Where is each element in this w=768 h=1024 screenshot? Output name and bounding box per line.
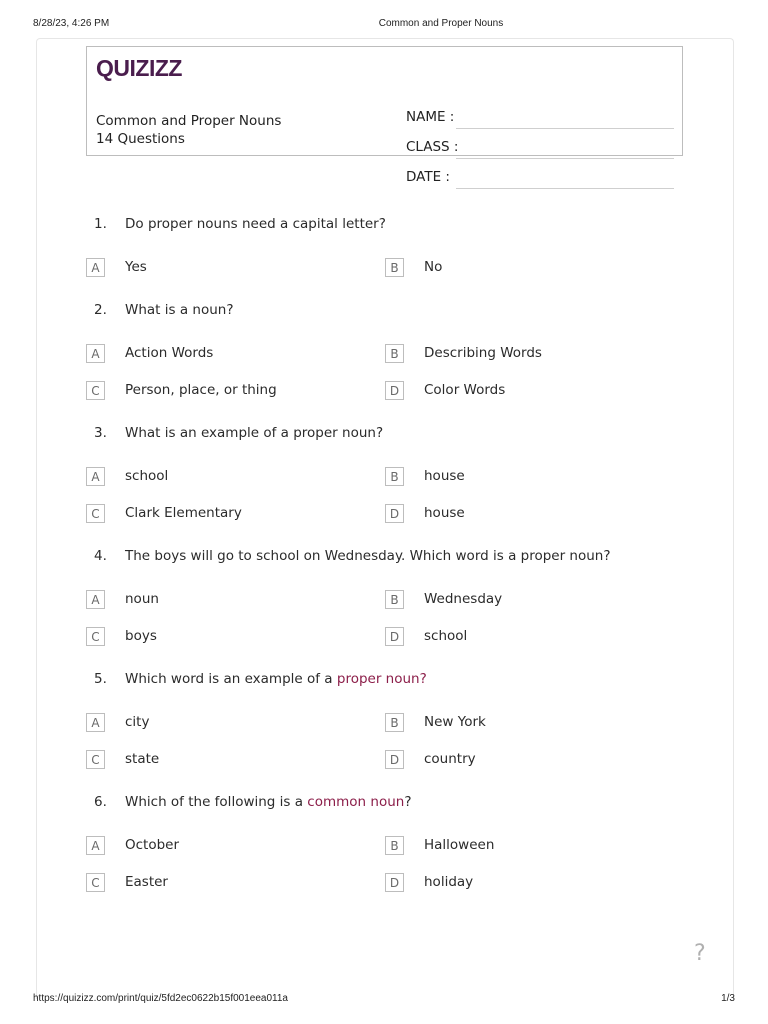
option-letter: B [385,590,404,609]
option-letter: C [86,873,105,892]
option-text: Wednesday [424,591,503,607]
question-number: 4. [94,548,107,564]
question-mark-icon[interactable]: ? [694,941,706,966]
option-letter: A [86,467,105,486]
question-number: 5. [94,671,107,687]
class-label: CLASS : [406,139,459,155]
question-number: 6. [94,794,107,810]
print-datetime: 8/28/23, 4:26 PM [33,18,110,29]
date-line [456,188,674,189]
date-field [406,169,674,189]
date-label: DATE : [406,169,450,185]
option-letter: B [385,836,404,855]
option-letter: D [385,504,404,523]
option-letter: C [86,504,105,523]
question-number: 2. [94,302,107,318]
option-letter: A [86,258,105,277]
option-letter: A [86,344,105,363]
option-letter: C [86,750,105,769]
option-letter: A [86,590,105,609]
class-line [456,158,674,159]
question-text: Do proper nouns need a capital letter? [125,216,386,232]
page-number: 1/3 [721,993,735,1004]
option-text: Action Words [125,345,214,361]
highlighted-term: proper noun? [336,671,427,687]
option-letter: D [385,873,404,892]
option-text: noun [125,591,159,607]
option-text: October [125,837,180,853]
option-text: country [424,751,476,767]
question-text: The boys will go to school on Wednesday. Which word is a proper noun? [125,548,611,564]
option-text: boys [125,628,157,644]
question-text-part: ? [404,794,412,810]
option-text: Color Words [424,382,506,398]
option-letter: C [86,627,105,646]
question-text [125,794,412,810]
option-text: Describing Words [424,345,542,361]
option-letter: D [385,627,404,646]
option-text: city [125,714,150,730]
print-header [0,18,768,32]
option-letter: D [385,750,404,769]
question-text-part: Which word is an example of a [125,671,337,687]
option-text: state [125,751,160,767]
option-text: Yes [125,259,147,275]
option-letter: D [385,381,404,400]
option-letter: A [86,713,105,732]
option-text: house [424,505,465,521]
quiz-title: Common and Proper Nouns [96,113,282,129]
option-letter: B [385,344,404,363]
option-text: holiday [424,874,474,890]
print-footer [0,993,768,1007]
class-field [406,139,674,159]
name-line [456,128,674,129]
option-letter: C [86,381,105,400]
option-text: New York [424,714,486,730]
option-text: Person, place, or thing [125,382,277,398]
option-letter: B [385,467,404,486]
name-field [406,109,674,129]
question-text: What is an example of a proper noun? [125,425,384,441]
option-letter: A [86,836,105,855]
question-number: 3. [94,425,107,441]
option-letter: B [385,713,404,732]
option-letter: B [385,258,404,277]
quizizz-logo: QUIZIZZ [96,55,182,81]
question-text-part: Which of the following is a [125,794,308,810]
print-title: Common and Proper Nouns [378,18,504,29]
name-label: NAME : [406,109,455,125]
question-number: 1. [94,216,107,232]
option-text: Clark Elementary [125,505,242,521]
quiz-header [86,46,683,185]
print-url: https://quizizz.com/print/quiz/5fd2ec0622b15f001eea011a [33,993,288,1004]
option-text: Halloween [424,837,495,853]
option-text: school [125,468,169,484]
highlighted-term: common noun [307,794,405,810]
option-text: Easter [125,874,168,890]
question-text [125,671,427,687]
option-text: school [424,628,468,644]
question-text: What is a noun? [125,302,234,318]
option-text: house [424,468,465,484]
option-text: No [424,259,443,275]
question-count: 14 Questions [96,131,185,147]
